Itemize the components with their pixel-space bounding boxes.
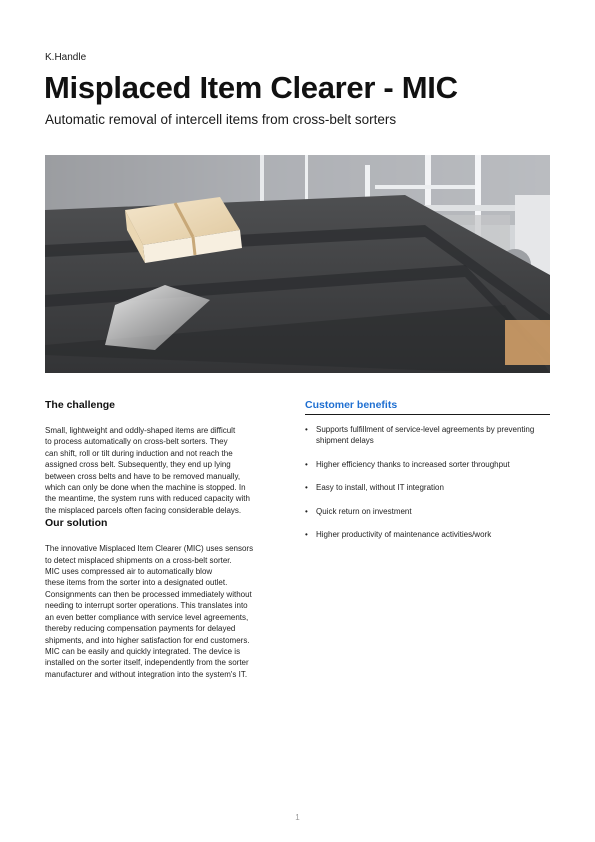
challenge-text: Small, lightweight and oddly-shaped items are difficult to process automatically on cross-belt sorters. They can shift, roll or tilt during induction and not reach the assigned cross belt. Subsequently, they end up lying between cross belts and have to be removed manually, which can only be done when the machine is stopped. In the meantime, the system runs with reduced capacity with the misplaced parcels often facing considerable delays. bbox=[45, 426, 250, 515]
list-item bbox=[305, 459, 550, 470]
challenge-heading: The challenge bbox=[45, 399, 116, 411]
brand-name: K.Handle bbox=[45, 52, 87, 63]
bullet-icon: • bbox=[305, 506, 308, 516]
solution-heading: Our solution bbox=[45, 517, 108, 530]
bullet-icon: • bbox=[305, 483, 308, 493]
bullet-icon: • bbox=[305, 459, 308, 469]
right-column bbox=[305, 398, 550, 552]
bullet-icon: • bbox=[305, 425, 308, 434]
solution-text-2: MIC can be easily and quickly integrated. The device is installed on the sorter itself, independently from the sorter manufacturer and without integration into the system's IT. bbox=[45, 646, 249, 679]
page-subtitle: Automatic removal of intercell items from cross-belt sorters bbox=[45, 112, 397, 127]
benefit-text: Higher efficiency thanks to increased sorter throughput bbox=[316, 459, 510, 469]
benefits-list bbox=[305, 424, 550, 540]
benefit-text: Quick return on investment bbox=[316, 506, 412, 516]
solution-text: The innovative Misplaced Item Clearer (MIC) uses sensors to detect misplaced shipments on a cross-belt sorter. MIC uses compressed air to automatically blow these items from the sorter into a designated outlet. Consignments can then be processed immediately without needing to interrupt sorter operations. This translates into an even better compliance with service level agreements, thereby reducing compensation payments for delayed shipments, and into higher satisfaction for end customers. bbox=[45, 544, 254, 645]
list-item bbox=[305, 424, 550, 447]
bullet-icon: • bbox=[305, 530, 308, 540]
left-column bbox=[45, 398, 295, 680]
page-title: Misplaced Item Clearer - MIC bbox=[44, 70, 458, 105]
list-item bbox=[305, 482, 550, 493]
hero-photo bbox=[45, 155, 550, 373]
list-item bbox=[305, 529, 550, 540]
benefit-text: Supports fulfillment of service-level agreements by preventing shipment delays bbox=[316, 425, 535, 446]
list-item bbox=[305, 506, 550, 517]
benefit-text: Easy to install, without IT integration bbox=[316, 483, 444, 493]
page-number: 1 bbox=[295, 813, 300, 822]
benefit-text: Higher productivity of maintenance activities/work bbox=[316, 530, 492, 540]
benefits-heading: Customer benefits bbox=[305, 398, 550, 415]
